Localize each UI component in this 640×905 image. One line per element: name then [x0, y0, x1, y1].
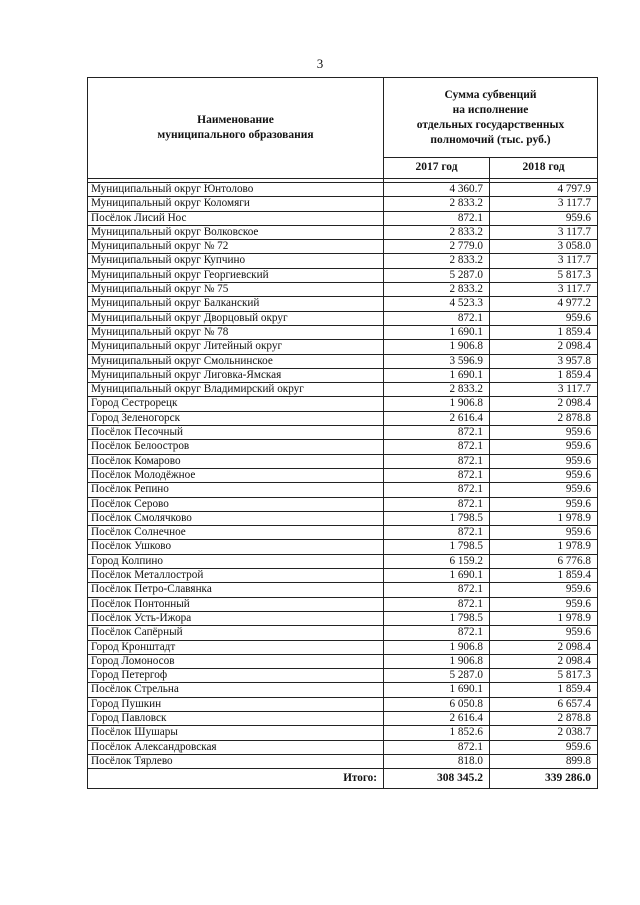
value-2018-cell: 959.6	[490, 583, 598, 597]
value-2017-cell: 5 287.0	[384, 268, 490, 282]
municipality-name-cell: Посёлок Молодёжное	[88, 468, 384, 482]
municipality-name-cell: Город Сестрорецк	[88, 397, 384, 411]
table-row	[88, 297, 598, 311]
value-2017-cell: 872.1	[384, 526, 490, 540]
value-2018-cell: 1 978.9	[490, 511, 598, 525]
municipality-name-cell: Муниципальный округ Смольнинское	[88, 354, 384, 368]
header-year-2017: 2017 год	[384, 158, 490, 179]
municipality-name-cell: Город Пушкин	[88, 697, 384, 711]
municipality-name-cell: Посёлок Лисий Нос	[88, 211, 384, 225]
header-sum-line2: на исполнение	[452, 103, 529, 116]
total-row	[88, 769, 598, 789]
municipality-name-cell: Муниципальный округ Лиговка-Ямская	[88, 368, 384, 382]
value-2018-cell: 959.6	[490, 483, 598, 497]
header-name-cell	[88, 78, 384, 179]
value-2018-cell: 1 859.4	[490, 683, 598, 697]
table-row	[88, 597, 598, 611]
subventions-table	[87, 77, 598, 789]
municipality-name-cell: Посёлок Тярлево	[88, 754, 384, 768]
municipality-name-cell: Муниципальный округ Купчино	[88, 254, 384, 268]
municipality-name-cell: Муниципальный округ Дворцовый округ	[88, 311, 384, 325]
table-row	[88, 640, 598, 654]
municipality-name-cell: Муниципальный округ Балканский	[88, 297, 384, 311]
value-2018-cell: 959.6	[490, 468, 598, 482]
value-2017-cell: 1 690.1	[384, 325, 490, 339]
municipality-name-cell: Посёлок Песочный	[88, 426, 384, 440]
table-header-row	[88, 78, 598, 158]
table-row	[88, 211, 598, 225]
table-row	[88, 526, 598, 540]
table-row	[88, 554, 598, 568]
value-2017-cell: 1 690.1	[384, 683, 490, 697]
table-row	[88, 225, 598, 239]
table-row	[88, 468, 598, 482]
municipality-name-cell: Посёлок Сапёрный	[88, 626, 384, 640]
municipality-name-cell: Посёлок Серово	[88, 497, 384, 511]
municipality-name-cell: Город Колпино	[88, 554, 384, 568]
table-row	[88, 611, 598, 625]
table-row	[88, 711, 598, 725]
header-sum-line3: отдельных государственных	[416, 118, 565, 131]
value-2017-cell: 872.1	[384, 426, 490, 440]
municipality-name-cell: Муниципальный округ Коломяги	[88, 197, 384, 211]
table-row	[88, 483, 598, 497]
table-row	[88, 511, 598, 525]
value-2018-cell: 2 038.7	[490, 726, 598, 740]
header-sum-line4: полномочий (тыс. руб.)	[430, 133, 551, 146]
value-2017-cell: 2 833.2	[384, 283, 490, 297]
value-2018-cell: 959.6	[490, 626, 598, 640]
value-2018-cell: 3 117.7	[490, 283, 598, 297]
table-row	[88, 540, 598, 554]
value-2018-cell: 5 817.3	[490, 268, 598, 282]
value-2017-cell: 1 906.8	[384, 340, 490, 354]
value-2018-cell: 6 776.8	[490, 554, 598, 568]
municipality-name-cell: Город Кронштадт	[88, 640, 384, 654]
table-row	[88, 340, 598, 354]
table-row	[88, 325, 598, 339]
value-2018-cell: 2 878.8	[490, 711, 598, 725]
value-2017-cell: 872.1	[384, 454, 490, 468]
value-2018-cell: 3 117.7	[490, 383, 598, 397]
value-2017-cell: 2 833.2	[384, 254, 490, 268]
value-2018-cell: 959.6	[490, 454, 598, 468]
table-row	[88, 754, 598, 768]
table-row	[88, 626, 598, 640]
municipality-name-cell: Посёлок Комарово	[88, 454, 384, 468]
value-2017-cell: 1 690.1	[384, 569, 490, 583]
municipality-name-cell: Посёлок Ушково	[88, 540, 384, 554]
value-2017-cell: 2 833.2	[384, 225, 490, 239]
table-row	[88, 397, 598, 411]
municipality-name-cell: Город Петергоф	[88, 669, 384, 683]
municipality-name-cell: Посёлок Стрельна	[88, 683, 384, 697]
total-2018: 339 286.0	[490, 769, 598, 789]
table-row	[88, 411, 598, 425]
value-2017-cell: 872.1	[384, 583, 490, 597]
municipality-name-cell: Муниципальный округ № 78	[88, 325, 384, 339]
table-row	[88, 311, 598, 325]
value-2017-cell: 1 690.1	[384, 368, 490, 382]
value-2017-cell: 4 523.3	[384, 297, 490, 311]
value-2018-cell: 2 098.4	[490, 654, 598, 668]
table-row	[88, 254, 598, 268]
value-2018-cell: 3 117.7	[490, 254, 598, 268]
table-row	[88, 697, 598, 711]
header-sum-line1: Сумма субвенций	[444, 88, 537, 101]
table-row	[88, 368, 598, 382]
table-row	[88, 726, 598, 740]
value-2017-cell: 1 906.8	[384, 654, 490, 668]
table-row	[88, 283, 598, 297]
value-2017-cell: 2 833.2	[384, 383, 490, 397]
value-2018-cell: 2 878.8	[490, 411, 598, 425]
value-2018-cell: 959.6	[490, 426, 598, 440]
table-row	[88, 454, 598, 468]
value-2018-cell: 959.6	[490, 526, 598, 540]
value-2018-cell: 899.8	[490, 754, 598, 768]
municipality-name-cell: Посёлок Александровская	[88, 740, 384, 754]
municipality-name-cell: Муниципальный округ № 75	[88, 283, 384, 297]
municipality-name-cell: Посёлок Репино	[88, 483, 384, 497]
table-row	[88, 497, 598, 511]
value-2018-cell: 5 817.3	[490, 669, 598, 683]
municipality-name-cell: Посёлок Белоостров	[88, 440, 384, 454]
value-2017-cell: 1 798.5	[384, 511, 490, 525]
municipality-name-cell: Посёлок Солнечное	[88, 526, 384, 540]
value-2018-cell: 3 117.7	[490, 225, 598, 239]
value-2017-cell: 872.1	[384, 211, 490, 225]
value-2018-cell: 4 977.2	[490, 297, 598, 311]
value-2018-cell: 1 859.4	[490, 569, 598, 583]
municipality-name-cell: Посёлок Понтонный	[88, 597, 384, 611]
value-2018-cell: 959.6	[490, 740, 598, 754]
total-2017: 308 345.2	[384, 769, 490, 789]
table-row	[88, 426, 598, 440]
table-row	[88, 583, 598, 597]
value-2017-cell: 4 360.7	[384, 183, 490, 197]
value-2017-cell: 2 616.4	[384, 711, 490, 725]
municipality-name-cell: Посёлок Усть-Ижора	[88, 611, 384, 625]
value-2018-cell: 3 117.7	[490, 197, 598, 211]
municipality-name-cell: Муниципальный округ № 72	[88, 240, 384, 254]
value-2017-cell: 872.1	[384, 740, 490, 754]
value-2018-cell: 959.6	[490, 497, 598, 511]
table-row	[88, 740, 598, 754]
table-row	[88, 569, 598, 583]
value-2017-cell: 2 779.0	[384, 240, 490, 254]
value-2017-cell: 2 616.4	[384, 411, 490, 425]
value-2017-cell: 1 906.8	[384, 640, 490, 654]
value-2018-cell: 3 957.8	[490, 354, 598, 368]
header-year-2018: 2018 год	[490, 158, 598, 179]
value-2017-cell: 6 159.2	[384, 554, 490, 568]
table-row	[88, 654, 598, 668]
table-row	[88, 683, 598, 697]
table-row	[88, 197, 598, 211]
value-2017-cell: 1 906.8	[384, 397, 490, 411]
value-2017-cell: 872.1	[384, 440, 490, 454]
table-row	[88, 268, 598, 282]
value-2017-cell: 3 596.9	[384, 354, 490, 368]
value-2018-cell: 1 978.9	[490, 540, 598, 554]
value-2017-cell: 872.1	[384, 468, 490, 482]
municipality-name-cell: Муниципальный округ Юнтолово	[88, 183, 384, 197]
table-row	[88, 669, 598, 683]
value-2017-cell: 872.1	[384, 311, 490, 325]
municipality-name-cell: Город Павловск	[88, 711, 384, 725]
municipality-name-cell: Посёлок Металлострой	[88, 569, 384, 583]
page-number: 3	[316, 56, 324, 71]
total-label: Итого:	[88, 769, 384, 789]
municipality-name-cell: Муниципальный округ Литейный округ	[88, 340, 384, 354]
value-2017-cell: 872.1	[384, 626, 490, 640]
value-2018-cell: 2 098.4	[490, 397, 598, 411]
municipality-name-cell: Посёлок Шушары	[88, 726, 384, 740]
header-sum-cell	[384, 78, 598, 158]
value-2017-cell: 872.1	[384, 483, 490, 497]
value-2018-cell: 959.6	[490, 311, 598, 325]
value-2018-cell: 2 098.4	[490, 340, 598, 354]
value-2018-cell: 6 657.4	[490, 697, 598, 711]
value-2018-cell: 959.6	[490, 440, 598, 454]
value-2017-cell: 5 287.0	[384, 669, 490, 683]
table-row	[88, 354, 598, 368]
value-2018-cell: 3 058.0	[490, 240, 598, 254]
municipality-name-cell: Муниципальный округ Владимирский округ	[88, 383, 384, 397]
value-2017-cell: 6 050.8	[384, 697, 490, 711]
value-2017-cell: 818.0	[384, 754, 490, 768]
table-row	[88, 183, 598, 197]
header-name-line2: муниципального образования	[157, 129, 314, 141]
value-2018-cell: 1 859.4	[490, 368, 598, 382]
value-2017-cell: 872.1	[384, 497, 490, 511]
table-row	[88, 240, 598, 254]
municipality-name-cell: Посёлок Смолячково	[88, 511, 384, 525]
municipality-name-cell: Посёлок Петро-Славянка	[88, 583, 384, 597]
value-2017-cell: 1 852.6	[384, 726, 490, 740]
header-name-line1: Наименование	[197, 114, 274, 126]
table-row	[88, 383, 598, 397]
value-2018-cell: 4 797.9	[490, 183, 598, 197]
value-2018-cell: 2 098.4	[490, 640, 598, 654]
municipality-name-cell: Город Ломоносов	[88, 654, 384, 668]
municipality-name-cell: Город Зеленогорск	[88, 411, 384, 425]
value-2018-cell: 1 859.4	[490, 325, 598, 339]
value-2017-cell: 2 833.2	[384, 197, 490, 211]
table-row	[88, 440, 598, 454]
municipality-name-cell: Муниципальный округ Волковское	[88, 225, 384, 239]
value-2018-cell: 959.6	[490, 597, 598, 611]
value-2018-cell: 959.6	[490, 211, 598, 225]
value-2017-cell: 872.1	[384, 597, 490, 611]
value-2018-cell: 1 978.9	[490, 611, 598, 625]
value-2017-cell: 1 798.5	[384, 611, 490, 625]
value-2017-cell: 1 798.5	[384, 540, 490, 554]
municipality-name-cell: Муниципальный округ Георгиевский	[88, 268, 384, 282]
